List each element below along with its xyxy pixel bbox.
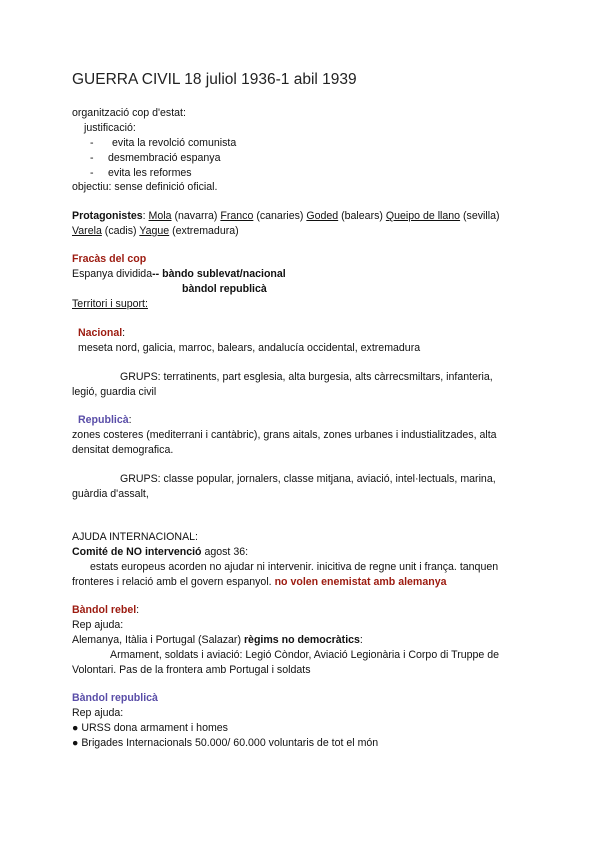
rebel-text-line-1: Armament, soldats i aviació: Legió Còndor, Aviació Legionària i Corpo di Truppe de <box>110 649 500 661</box>
republica-grups-line-2: guàrdia d'assalt, <box>72 488 149 500</box>
cop-heading: organització cop d'estat: <box>72 107 186 119</box>
nacional-heading-line <box>78 326 125 341</box>
rebel-paisos-line <box>72 633 363 648</box>
rebel-regims: règims no democràtics <box>243 634 360 646</box>
comite-line <box>72 545 248 560</box>
list-item-text: Brigades Internacionals 50.000/ 60.000 voluntaris de tot el món <box>81 737 379 749</box>
republica-ajuda-heading: Bàndol republicà <box>72 692 158 704</box>
ajuda-heading: AJUDA INTERNACIONAL: <box>72 531 198 543</box>
espanya-dividida: Espanya dividida <box>72 268 153 280</box>
rebel-heading: Bàndol rebel <box>72 604 137 616</box>
protagonist-place: (extremadura) <box>169 225 239 237</box>
ajuda-highlight: no volen enemistat amb alemanya <box>274 576 447 588</box>
bandol-republica-label: bàndol republicà <box>182 283 267 295</box>
ajuda-text-line-1: estats europeus acorden no ajudar ni intervenir. inicitiva de regne unit i frança. tanquen <box>90 561 499 573</box>
bullet-list-item <box>72 736 378 751</box>
rebel-rep-ajuda: Rep ajuda: <box>72 619 124 631</box>
protagonistes-line-1 <box>72 209 500 224</box>
objectiu-line: objectiu: sense definició oficial. <box>72 181 218 193</box>
territori-suport: Territori i suport: <box>72 298 148 310</box>
list-bullet: - <box>90 167 94 179</box>
ajuda-text-plain: fronteres i relació amb el govern espanyol. <box>72 576 275 588</box>
bando-sublevat: bàndo sublevat/nacional <box>162 268 286 280</box>
republica-grups-line-1: GRUPS: classe popular, jornalers, classe mitjana, aviació, intel·lectuals, marina, <box>120 473 496 485</box>
republica-zones-line-1: zones costeres (mediterrani i cantàbric), grans aitals, zones urbanes i industialitzades, alta <box>72 429 497 441</box>
nacional-zones: meseta nord, galicia, marroc, balears, andalucía occidental, extremadura <box>78 342 421 354</box>
protagonistes-line-2 <box>72 224 239 239</box>
justificacio-label: justificació: <box>84 122 136 134</box>
nacional-grups-line-2: legió, guardia civil <box>72 386 157 398</box>
republica-label: Republicà <box>78 414 129 426</box>
list-item-text: URSS dona armament i homes <box>81 722 228 734</box>
list-item: evita la revolció comunista <box>112 137 237 149</box>
dash: -- <box>152 268 163 280</box>
espanya-dividida-line <box>72 267 286 282</box>
rebel-paisos: Alemanya, Itàlia i Portugal (Salazar) <box>72 634 244 646</box>
list-item: desmembració espanya <box>108 152 221 164</box>
protagonist-name[interactable]: Queipo de llano <box>385 210 461 222</box>
protagonist-name[interactable]: Franco <box>220 210 254 222</box>
list-bullet: - <box>90 137 94 149</box>
nacional-colon: : <box>122 327 126 339</box>
protagonist-place: (sevilla) <box>460 210 500 222</box>
comite-label: Comité de NO intervenció <box>72 546 202 558</box>
protagonist-place: (cadis) <box>101 225 140 237</box>
republica-rep-ajuda: Rep ajuda: <box>72 707 124 719</box>
page-title: GUERRA CIVIL 18 juliol 1936-1 abil 1939 <box>72 71 357 88</box>
protagonist-place: (balears) <box>338 210 386 222</box>
rebel-text-line-2: Volontari. Pas de la frontera amb Portugal i soldats <box>72 664 311 676</box>
bullet-list-item <box>72 721 228 736</box>
fracas-heading: Fracàs del cop <box>72 253 147 265</box>
protagonist-name[interactable]: Mola <box>148 210 172 222</box>
list-bullet: - <box>90 152 94 164</box>
protagonist-place: (canaries) <box>253 210 307 222</box>
nacional-grups-line-1: GRUPS: terratinents, part esglesia, alta burgesia, alts càrrecsmiltars, infanteria, <box>120 371 493 383</box>
protagonist-place: (navarra) <box>171 210 221 222</box>
protagonist-name[interactable]: Varela <box>72 225 102 237</box>
protagonistes-colon: : <box>142 210 146 222</box>
republica-colon: : <box>128 414 132 426</box>
protagonist-name[interactable]: Goded <box>306 210 339 222</box>
comite-date: agost 36: <box>201 546 249 558</box>
republica-heading-line <box>78 413 132 428</box>
ajuda-text-line-2 <box>72 575 447 590</box>
bullet-dot-icon: ● <box>72 737 79 749</box>
rebel-colon: : <box>136 604 140 616</box>
protagonist-name[interactable]: Yague <box>139 225 170 237</box>
nacional-label: Nacional <box>78 327 123 339</box>
rebel-heading-line <box>72 603 139 618</box>
rebel-regims-colon: : <box>359 634 363 646</box>
list-item: evita les reformes <box>108 167 192 179</box>
bullet-dot-icon: ● <box>72 722 79 734</box>
republica-zones-line-2: densitat demografica. <box>72 444 174 456</box>
protagonistes-label: Protagonistes <box>72 210 143 222</box>
